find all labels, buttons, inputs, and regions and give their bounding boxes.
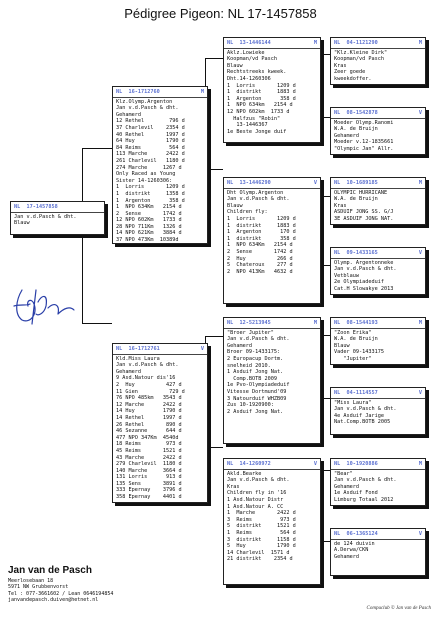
pigeon-info-line: "Klz.Kleine Dirk" xyxy=(334,49,388,56)
pigeon-info-line: Gehamerd xyxy=(334,553,359,560)
pigeon-info-line: Vader 09-1433175 xyxy=(334,349,384,356)
ring-number-text: NL 16-1712761 xyxy=(116,346,160,352)
pigeon-info-line: Moeder Olymp.Ranomi xyxy=(334,119,394,126)
pigeon-info-line: 2 Huy 266 d xyxy=(227,255,293,262)
pigeon-info-line: 12 Rethel 796 d xyxy=(116,118,185,125)
pigeon-info-line: 28 NPO 711Km 1326 d xyxy=(116,223,182,230)
pigeon-card-ssd xyxy=(330,107,426,155)
pigeon-info-line: 4e Asduif Jarige xyxy=(334,412,384,419)
ring-number-text: NL 09-1433165 xyxy=(334,250,378,256)
ring-number-text: NL 14-1260972 xyxy=(227,461,271,467)
pigeon-info-line: 43 Marche 2422 d xyxy=(116,454,182,461)
ring-number xyxy=(334,110,422,117)
ring-number xyxy=(14,204,101,211)
pigeon-info-line: Gehamerd xyxy=(334,132,359,139)
pigeon-info-line: 1 distrikt 1883 d xyxy=(227,89,296,96)
sex-label: M xyxy=(200,89,204,95)
divider xyxy=(331,48,425,49)
pigeon-info-line: Jan v.d.Pasch & dht. xyxy=(334,266,397,273)
pigeon-card-subject xyxy=(10,201,105,235)
pigeon-info-line: 14 Rethel 1997 d xyxy=(116,414,182,421)
ring-number xyxy=(116,346,204,353)
divider xyxy=(224,188,320,189)
pigeon-info-line: Klz.Olymp.Argenton xyxy=(116,98,173,105)
pigeon-info-line: Blauw xyxy=(334,342,350,349)
pigeon-info-line: 1e Beste Jonge duif xyxy=(227,128,287,135)
pigeon-info-line: 1 distrikt 1883 d xyxy=(227,222,296,229)
pigeon-info-line: Blauw xyxy=(227,202,243,209)
ring-number-text: NL 10-1689185 xyxy=(334,180,378,186)
pigeon-info-line: 1 Asduif Jong Nat. xyxy=(227,369,284,376)
pigeon-info-line: Koopman/vd Pasch xyxy=(334,56,384,63)
pigeon-info-line: de 124 duivin xyxy=(334,540,375,547)
pigeon-info-line: 3E ASDUIF JONG NAT. xyxy=(334,215,394,222)
pigeon-info-line: Aklz.Lowieke xyxy=(227,49,265,56)
ring-number-text: NL 17-1457858 xyxy=(14,204,58,210)
pigeon-card-sire xyxy=(112,86,208,244)
pigeon-info-line: Jan v.d.Pasch & dht. xyxy=(227,196,290,203)
pigeon-info-line: Koopman/vd Pasch xyxy=(227,56,277,63)
pigeon-info-line: 261 Charlevil 1180 d xyxy=(116,157,185,164)
pigeon-info-line: 5 distrikt 1521 d xyxy=(227,523,296,530)
sex-label: M xyxy=(313,320,317,326)
pigeon-info-line: W.A. de Bruijn xyxy=(334,336,378,343)
pigeon-info-line: 279 Charlevil 1180 d xyxy=(116,461,182,468)
pigeon-info-line: W.A. de Bruijn xyxy=(334,126,378,133)
pigeon-info-line: Dht Olymp.Argenton xyxy=(227,189,284,196)
pigeon-info-line: Moeder v.12-1835661 xyxy=(334,139,394,146)
pigeon-info-line: ASDUIF JONG SS. G/J xyxy=(334,209,394,216)
sex-label: V xyxy=(313,180,317,186)
divider xyxy=(331,188,425,189)
divider xyxy=(331,398,425,399)
pigeon-info-line: 2e Olympiadeduif xyxy=(334,279,384,286)
pigeon-info-line: 1 NPO 634Km 2154 d xyxy=(116,204,182,211)
pigeon-info-line: Gehamerd xyxy=(116,111,141,118)
pigeon-info-line: "Broer Jupiter" xyxy=(227,329,274,336)
pigeon-info-line: Jan v.d.Pasch & dht. xyxy=(116,362,179,369)
ring-number xyxy=(334,390,422,397)
pigeon-info-line: 3 Natourduif WHZB09 xyxy=(227,395,287,402)
pigeon-info-line: 333 Epernay 3796 d xyxy=(116,487,182,494)
ring-number-text: NL 06-1365124 xyxy=(334,531,378,537)
pigeon-info-line: "Zoon Erika" xyxy=(334,329,372,336)
pigeon-info-line: 1e Pvo-Olympiadeduif xyxy=(227,382,290,389)
pigeon-card-sire-sire xyxy=(223,37,321,143)
pigeon-info-line: snelheid 2010. xyxy=(227,362,271,369)
divider xyxy=(224,328,320,329)
ring-number xyxy=(227,320,317,327)
pigeon-info-line: Jan v.d.Pasch & dht. xyxy=(14,213,77,220)
pigeon-info-line: Children fly in '16 xyxy=(227,490,287,497)
pigeon-info-line: Zus 10-1920900: xyxy=(227,402,274,409)
sex-label: V xyxy=(418,390,422,396)
pigeon-info-line: Kras xyxy=(227,483,240,490)
pigeon-info-line: Only Raced as Young xyxy=(116,171,176,178)
pigeon-info-line: Sister 14-1260306: xyxy=(116,177,173,184)
page-title: Pédigree Pigeon: NL 17-1457858 xyxy=(124,6,317,21)
pigeon-info-line: Blauw xyxy=(227,62,243,69)
ring-number xyxy=(334,180,422,187)
pigeon-info-line: Limburg Totaal 2012 xyxy=(334,496,394,503)
pigeon-card-dds xyxy=(330,458,426,506)
ring-number xyxy=(227,461,317,468)
pigeon-info-line: Gehamerd xyxy=(227,342,252,349)
pigeon-info-line: 40 Rethel 1997 d xyxy=(116,131,185,138)
pigeon-card-dss xyxy=(330,317,426,365)
pigeon-info-line: Nat.Comp.BOTB 2005 xyxy=(334,419,391,426)
pigeon-info-line: 5 Huy 1790 d xyxy=(227,543,296,550)
ring-number xyxy=(334,320,422,327)
pigeon-info-line: 37 NPO 473Km 10389d xyxy=(116,237,179,244)
pigeon-info-line: 1e Asduif Fond xyxy=(334,490,378,497)
pigeon-info-line: 14 Huy 1790 d xyxy=(116,408,182,415)
divider xyxy=(331,539,425,540)
pigeon-info-line: 113 Marche 2422 d xyxy=(116,151,185,158)
pigeon-info-line: Halfzus "Robin" xyxy=(227,115,281,122)
ring-number xyxy=(334,531,422,538)
pigeon-info-line: 5 Chateroux 277 d xyxy=(227,262,293,269)
pigeon-info-line: Vitesse Dortmund'09 xyxy=(227,388,287,395)
pigeon-info-line: 358 Epernay 4401 d xyxy=(116,494,182,501)
pigeon-card-sdd xyxy=(330,247,426,295)
pigeon-info-line: 2 NPO 413Km 4632 d xyxy=(227,268,293,275)
pigeon-info-line: 1 Argenton 358 d xyxy=(116,197,185,204)
pigeon-info-line: 2 Huy 427 d xyxy=(116,381,182,388)
owner-city: 5971 NW Grubbenvorst xyxy=(8,584,69,591)
pigeon-info-line: W.A. de Bruijn xyxy=(334,196,378,203)
pigeon-info-line: 26 Rethel 890 d xyxy=(116,421,182,428)
pigeon-info-line: Olymp. Argentonneke xyxy=(334,259,394,266)
ring-number-text: NL 13-1446290 xyxy=(227,180,271,186)
pigeon-info-line: 37 Charlevil 2354 d xyxy=(116,124,185,131)
sex-label: M xyxy=(418,180,422,186)
pigeon-info-line: kweekdoffer. xyxy=(334,75,372,82)
ring-number-text: NL 10-1920886 xyxy=(334,461,378,467)
divider xyxy=(113,354,207,355)
divider xyxy=(331,258,425,259)
pigeon-info-line: "Jupiter" xyxy=(334,355,372,362)
sex-label: V xyxy=(418,250,422,256)
pigeon-info-line: Jan v.d.Pasch & dht. xyxy=(227,336,290,343)
pigeon-info-line: Vetblauw xyxy=(334,272,359,279)
pigeon-info-line: 1 Lorris 1209 d xyxy=(116,184,185,191)
pigeon-info-line: 1 distrikt 1358 d xyxy=(116,190,185,197)
divider xyxy=(331,469,425,470)
pigeon-info-line: Kras xyxy=(334,62,347,69)
pigeon-info-line: 14 NPO 621Km 3884 d xyxy=(116,230,182,237)
pigeon-info-line: Children fly: xyxy=(227,209,268,216)
pigeon-info-line: 2 Europacup Dortm. xyxy=(227,355,284,362)
pigeon-info-line: 1 Marche 2422 d xyxy=(227,510,296,517)
divider xyxy=(11,212,104,213)
owner-info xyxy=(8,564,113,604)
pigeon-info-line: 477 NPO 347Km 4540d xyxy=(116,434,179,441)
sex-label: M xyxy=(418,461,422,467)
copyright-text: Compuclub © Jan van de Pasch xyxy=(366,606,431,611)
sex-label: M xyxy=(418,40,422,46)
ring-number-text: NL 12-5213945 xyxy=(227,320,271,326)
sex-label: V xyxy=(418,531,422,537)
pigeon-card-dam-dam xyxy=(223,458,321,585)
pigeon-info-line: 21 distrikt 2354 d xyxy=(227,556,293,563)
pigeon-info-line: OLYMPIC HURRICANE xyxy=(334,189,388,196)
sex-label: M xyxy=(418,320,422,326)
pigeon-info-line: A.Derwa/CKN xyxy=(334,547,369,554)
pigeon-info-line: Rechtstreeks kweek. xyxy=(227,69,287,76)
ring-number-text: NL 04-1114557 xyxy=(334,390,378,396)
ring-number xyxy=(116,89,204,96)
owner-phone: Tel : 077-3661602 / Lean 0646194854 xyxy=(8,590,114,597)
pigeon-card-dam-sire xyxy=(223,317,321,444)
pigeon-info-line: 2 Sense 1742 d xyxy=(116,210,182,217)
pigeon-info-line: 1 Lorris 1209 d xyxy=(227,215,296,222)
pigeon-info-line: Gehamerd xyxy=(334,483,359,490)
pigeon-card-dam xyxy=(112,343,208,503)
pigeon-info-line: 1 Asd.Natour A. CC xyxy=(227,503,284,510)
pigeon-info-line: Kld.Miss Laura xyxy=(116,355,160,362)
pigeon-info-line: 1 Reims 564 d xyxy=(227,529,296,536)
pigeon-info-line: 12 NPO 602Km 1733 d xyxy=(116,217,182,224)
connector-root xyxy=(82,148,112,324)
pigeon-info-line: 18 Reims 973 d xyxy=(116,441,182,448)
pigeon-info-line: 13-1446367 xyxy=(227,122,268,129)
pigeon-info-line: 131 Lorris 913 d xyxy=(116,474,182,481)
ring-number-text: NL 16-1712760 xyxy=(116,89,160,95)
pigeon-info-line: Dht.14-1260306 xyxy=(227,75,271,82)
ring-number xyxy=(334,461,422,468)
ring-number xyxy=(227,40,317,47)
pigeon-info-line: 3 Reims 973 d xyxy=(227,516,296,523)
pigeon-info-line: Jan v.d.Pasch & dht. xyxy=(116,105,179,112)
pigeon-info-line: 76 NPO 485km 3543 d xyxy=(116,395,182,402)
ring-number-text: NL 13-1446144 xyxy=(227,40,271,46)
pigeon-card-dsd xyxy=(330,387,426,435)
pigeon-info-line: 84 Reims 564 d xyxy=(116,144,185,151)
pigeon-info-line: 46 Sezanne 644 d xyxy=(116,428,182,435)
pigeon-info-line: Zeer goede xyxy=(334,69,366,76)
pigeon-card-sire-dam xyxy=(223,177,321,304)
pigeon-info-line: 1 distrikt 358 d xyxy=(227,235,296,242)
ring-number xyxy=(334,40,422,47)
pigeon-info-line: Gehamerd xyxy=(116,368,141,375)
pigeon-info-line: 1 Argenton 170 d xyxy=(227,229,296,236)
pigeon-info-line: 9 Asd.Natour dis'16 xyxy=(116,375,176,382)
pigeon-info-line: Blauw xyxy=(14,220,30,227)
pigeon-info-line: 64 Huy 1790 d xyxy=(116,138,185,145)
ring-number xyxy=(227,180,317,187)
divider xyxy=(113,97,207,98)
pigeon-info-line: 2 Sense 1742 d xyxy=(227,248,293,255)
sex-label: V xyxy=(313,461,317,467)
divider xyxy=(331,328,425,329)
ring-number-text: NL 08-1544193 xyxy=(334,320,378,326)
pigeon-info-line: 135 Sens 3891 d xyxy=(116,480,182,487)
pigeon-info-line: 274 Marche 1267 d xyxy=(116,164,182,171)
pigeon-info-line: 1 Asd.Natour Distr xyxy=(227,496,284,503)
sex-label: V xyxy=(200,346,204,352)
pigeon-info-line: Jan v.d.Pasch & dht. xyxy=(227,477,290,484)
pigeon-info-line: Kras xyxy=(334,202,347,209)
pigeon-info-line: 1 Argenton 358 d xyxy=(227,95,296,102)
sex-label: M xyxy=(313,40,317,46)
divider xyxy=(224,48,320,49)
pigeon-info-line: 1 Lorris 1209 d xyxy=(227,82,296,89)
owner-email[interactable]: janvandepasch.duiven@hetnet.nl xyxy=(8,597,99,604)
pigeon-info-line: 1 NPO 634km 2154 d xyxy=(227,102,293,109)
pigeon-info-line: 3 distrikt 1158 d xyxy=(227,536,296,543)
pigeon-info-line: Cat.H Slowakye 2013 xyxy=(334,285,394,292)
pigeon-info-line: 12 NPO 602km 1733 d xyxy=(227,108,290,115)
pigeon-card-sss xyxy=(330,37,426,85)
pigeon-info-line: 45 Reims 1521 d xyxy=(116,447,182,454)
ring-number-text: NL 04-1121290 xyxy=(334,40,378,46)
owner-name: Jan van de Pasch xyxy=(8,565,92,576)
pigeon-info-line: Jan v.d.Pasch & dht. xyxy=(334,406,397,413)
pigeon-info-line: "Bear" xyxy=(334,470,353,477)
divider xyxy=(331,118,425,119)
pigeon-info-line: Akld.Bearke xyxy=(227,470,262,477)
ring-number xyxy=(334,250,422,257)
divider xyxy=(224,469,320,470)
pigeon-info-line: Jan v.d.Pasch & dht. xyxy=(334,477,397,484)
pigeon-info-line: 12 Marche 2422 d xyxy=(116,401,182,408)
pigeon-info-line: 140 Marche 3664 d xyxy=(116,467,182,474)
owner-address: Meerlosebaan 18 xyxy=(8,578,54,584)
sex-label: V xyxy=(418,110,422,116)
pigeon-info-line: "Miss Laura" xyxy=(334,399,372,406)
pigeon-info-line: 11 Gien 729 d xyxy=(116,388,185,395)
pigeon-info-line: Broer 09-1433175: xyxy=(227,349,281,356)
pigeon-info-line: 1 NPO 634Km 2154 d xyxy=(227,242,293,249)
pigeon-info-line: "Olympic Jan" Allr. xyxy=(334,145,394,152)
pigeon-info-line: 14 Charlevil 1571 d xyxy=(227,549,290,556)
signature-image xyxy=(8,284,80,328)
ring-number-text: NL 08-1542878 xyxy=(334,110,378,116)
pigeon-card-ddd xyxy=(330,528,426,576)
pigeon-info-line: 2 Asduif Jong Nat. xyxy=(227,408,284,415)
pigeon-info-line: Comp.BOTB 2009 xyxy=(227,375,277,382)
pigeon-card-sds xyxy=(330,177,426,225)
